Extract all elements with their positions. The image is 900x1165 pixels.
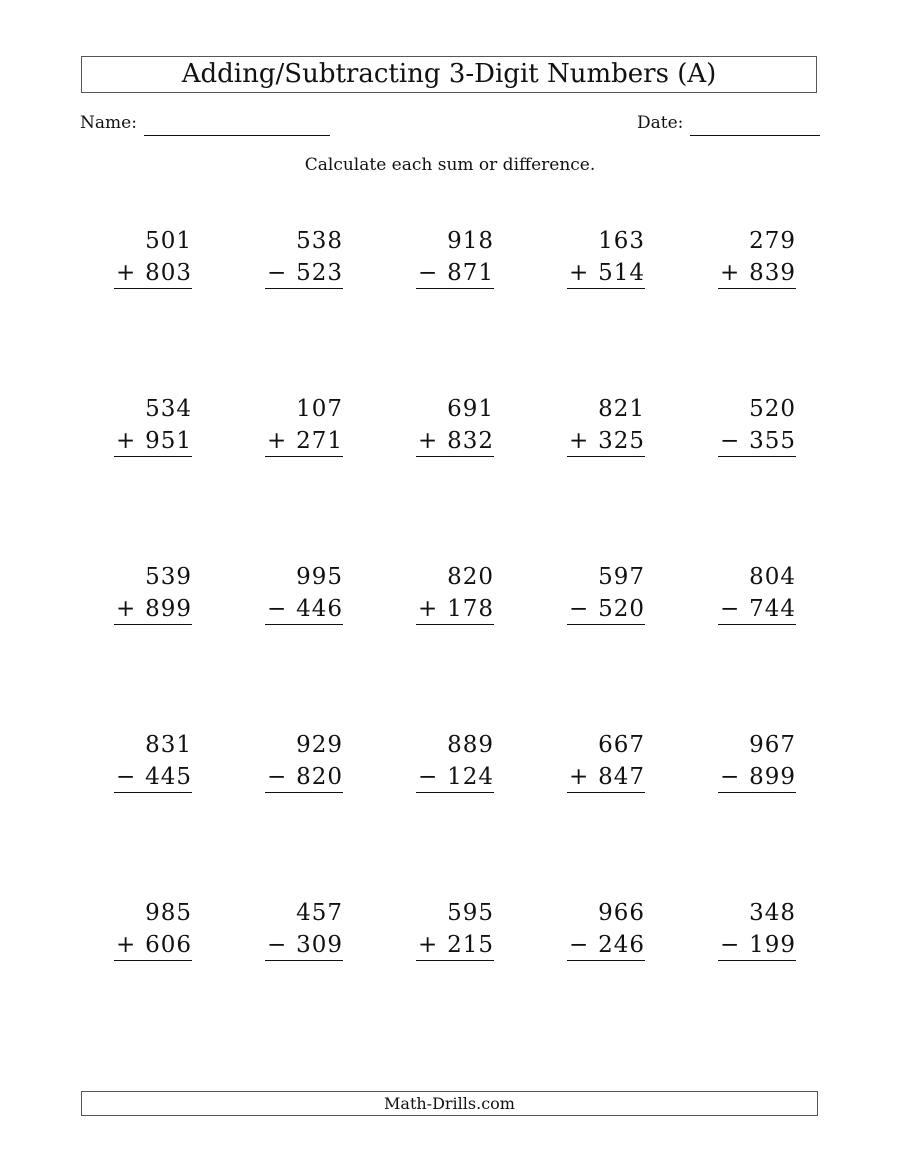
top-number: 595 — [447, 900, 494, 926]
problem-2-5 — [718, 395, 796, 459]
answer-line — [114, 763, 192, 793]
operator-sign: − — [116, 764, 136, 790]
bottom-number: 871 — [447, 260, 494, 286]
answer-line — [718, 763, 796, 793]
problem-2-4 — [567, 395, 645, 459]
problem-5-1 — [114, 899, 192, 963]
operator-sign: − — [267, 764, 287, 790]
operator-sign: − — [569, 596, 589, 622]
bottom-number: 899 — [145, 596, 192, 622]
problem-2-3 — [416, 395, 494, 459]
top-number: 534 — [145, 396, 192, 422]
operator-sign: − — [569, 932, 589, 958]
problem-3-5 — [718, 563, 796, 627]
answer-line — [718, 427, 796, 457]
operator-sign: + — [116, 932, 136, 958]
problem-1-2 — [265, 227, 343, 291]
bottom-number: 832 — [447, 428, 494, 454]
answer-line — [114, 259, 192, 289]
problem-5-2 — [265, 899, 343, 963]
problem-5-3 — [416, 899, 494, 963]
answer-line — [265, 931, 343, 961]
problem-4-2 — [265, 731, 343, 795]
operator-sign: − — [720, 932, 740, 958]
top-number: 995 — [296, 564, 343, 590]
instructions: Calculate each sum or difference. — [304, 155, 596, 175]
problem-3-2 — [265, 563, 343, 627]
operator-sign: − — [720, 764, 740, 790]
problem-4-4 — [567, 731, 645, 795]
top-number: 107 — [296, 396, 343, 422]
answer-line — [114, 427, 192, 457]
bottom-number: 309 — [296, 932, 343, 958]
top-number: 804 — [749, 564, 796, 590]
operator-sign: − — [418, 764, 438, 790]
operator-sign: + — [720, 260, 740, 286]
bottom-number: 445 — [145, 764, 192, 790]
answer-line — [416, 259, 494, 289]
top-number: 820 — [447, 564, 494, 590]
top-number: 985 — [145, 900, 192, 926]
top-number: 889 — [447, 732, 494, 758]
operator-sign: + — [267, 428, 287, 454]
operator-sign: + — [418, 596, 438, 622]
operator-sign: + — [116, 260, 136, 286]
top-number: 279 — [749, 228, 796, 254]
answer-line — [567, 427, 645, 457]
operator-sign: + — [116, 428, 136, 454]
operator-sign: + — [116, 596, 136, 622]
operator-sign: − — [720, 596, 740, 622]
bottom-number: 325 — [598, 428, 645, 454]
bottom-number: 355 — [749, 428, 796, 454]
problem-3-4 — [567, 563, 645, 627]
problem-3-1 — [114, 563, 192, 627]
operator-sign: + — [418, 428, 438, 454]
problem-4-5 — [718, 731, 796, 795]
bottom-number: 951 — [145, 428, 192, 454]
bottom-number: 744 — [749, 596, 796, 622]
bottom-number: 178 — [447, 596, 494, 622]
problem-4-3 — [416, 731, 494, 795]
top-number: 539 — [145, 564, 192, 590]
answer-line — [114, 931, 192, 961]
bottom-number: 246 — [598, 932, 645, 958]
bottom-number: 820 — [296, 764, 343, 790]
answer-line — [567, 259, 645, 289]
top-number: 918 — [447, 228, 494, 254]
top-number: 538 — [296, 228, 343, 254]
bottom-number: 839 — [749, 260, 796, 286]
operator-sign: − — [267, 260, 287, 286]
problem-5-4 — [567, 899, 645, 963]
answer-line — [416, 427, 494, 457]
worksheet-title: Adding/Subtracting 3-Digit Numbers (A) — [81, 56, 817, 93]
answer-line — [416, 595, 494, 625]
top-number: 967 — [749, 732, 796, 758]
operator-sign: + — [569, 260, 589, 286]
answer-line — [265, 259, 343, 289]
top-number: 457 — [296, 900, 343, 926]
problem-2-1 — [114, 395, 192, 459]
answer-line — [567, 595, 645, 625]
bottom-number: 899 — [749, 764, 796, 790]
bottom-number: 199 — [749, 932, 796, 958]
bottom-number: 523 — [296, 260, 343, 286]
answer-line — [416, 763, 494, 793]
top-number: 520 — [749, 396, 796, 422]
answer-line — [114, 595, 192, 625]
bottom-number: 124 — [447, 764, 494, 790]
answer-line — [567, 763, 645, 793]
answer-line — [416, 931, 494, 961]
problem-3-3 — [416, 563, 494, 627]
problem-1-3 — [416, 227, 494, 291]
answer-line — [718, 259, 796, 289]
top-number: 821 — [598, 396, 645, 422]
answer-line — [265, 763, 343, 793]
bottom-number: 847 — [598, 764, 645, 790]
date-label: Date: — [637, 113, 684, 133]
problem-4-1 — [114, 731, 192, 795]
bottom-number: 446 — [296, 596, 343, 622]
operator-sign: − — [418, 260, 438, 286]
bottom-number: 514 — [598, 260, 645, 286]
problem-5-5 — [718, 899, 796, 963]
answer-line — [265, 427, 343, 457]
operator-sign: + — [418, 932, 438, 958]
bottom-number: 606 — [145, 932, 192, 958]
top-number: 966 — [598, 900, 645, 926]
operator-sign: + — [569, 428, 589, 454]
top-number: 348 — [749, 900, 796, 926]
top-number: 667 — [598, 732, 645, 758]
operator-sign: − — [267, 596, 287, 622]
name-label: Name: — [80, 113, 137, 133]
bottom-number: 803 — [145, 260, 192, 286]
bottom-number: 271 — [296, 428, 343, 454]
top-number: 597 — [598, 564, 645, 590]
top-number: 929 — [296, 732, 343, 758]
answer-line — [265, 595, 343, 625]
top-number: 831 — [145, 732, 192, 758]
problem-1-4 — [567, 227, 645, 291]
top-number: 163 — [598, 228, 645, 254]
operator-sign: − — [720, 428, 740, 454]
bottom-number: 520 — [598, 596, 645, 622]
operator-sign: − — [267, 932, 287, 958]
top-number: 501 — [145, 228, 192, 254]
answer-line — [718, 931, 796, 961]
answer-line — [718, 595, 796, 625]
footer-brand: Math-Drills.com — [81, 1091, 818, 1116]
bottom-number: 215 — [447, 932, 494, 958]
top-number: 691 — [447, 396, 494, 422]
problem-2-2 — [265, 395, 343, 459]
answer-line — [567, 931, 645, 961]
problem-1-1 — [114, 227, 192, 291]
operator-sign: + — [569, 764, 589, 790]
problem-1-5 — [718, 227, 796, 291]
